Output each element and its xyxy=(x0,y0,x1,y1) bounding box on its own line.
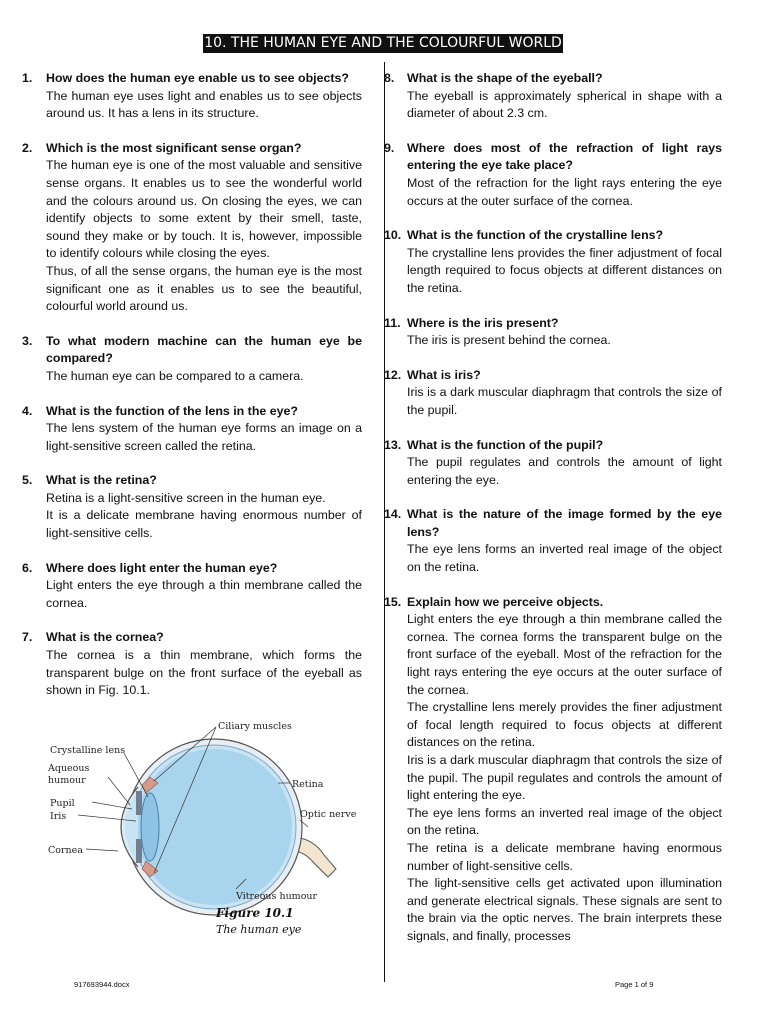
qa-item xyxy=(22,629,362,699)
qa-item xyxy=(384,140,722,210)
label-retina: Retina xyxy=(292,778,324,790)
iris-upper-shape xyxy=(136,791,142,815)
question-number: 6. xyxy=(22,560,33,575)
question-text: What is the function of the crystalline lens? xyxy=(407,228,664,243)
question-text: What is the nature of the image formed by the eye lens? xyxy=(407,507,722,539)
figure-caption-title: Figure 10.1 xyxy=(216,905,294,920)
label-humour: humour xyxy=(48,774,86,786)
qa-item xyxy=(22,70,362,123)
question-number: 10. xyxy=(384,228,402,243)
question-number: 1. xyxy=(22,71,33,85)
answer-text: The retina is a delicate membrane having enormous number of light-sensitive cells. xyxy=(407,840,722,873)
question-number: 8. xyxy=(384,71,395,85)
label-aqueous: Aqueous xyxy=(48,762,90,774)
footer-filename: 917693944.docx xyxy=(74,980,130,989)
question-number: 7. xyxy=(22,630,33,645)
answer-text: Light enters the eye through a thin membrane called the cornea. xyxy=(46,578,362,610)
question-number: 9. xyxy=(384,140,395,155)
question-text: Where is the iris present? xyxy=(407,315,559,330)
qa-item xyxy=(22,403,362,456)
question-number: 12. xyxy=(384,367,402,382)
answer-text: The human eye can be compared to a camera. xyxy=(46,368,304,383)
question-text: What is the cornea? xyxy=(46,630,164,645)
figure-caption-subtitle: The human eye xyxy=(216,922,302,936)
question-number: 15. xyxy=(384,594,402,609)
iris-lower-shape xyxy=(136,839,142,863)
qa-item xyxy=(22,333,362,386)
question-text: Where does light enter the human eye? xyxy=(46,560,278,575)
answer-text: Retina is a light-sensitive screen in the human eye. xyxy=(46,490,326,505)
answer-text: The eyeball is approximately spherical in shape with a diameter of about 2.3 cm. xyxy=(407,88,722,121)
page-title: 10. THE HUMAN EYE AND THE COLOURFUL WORLD xyxy=(204,35,562,51)
label-iris: Iris xyxy=(50,810,67,822)
question-text: What is the retina? xyxy=(46,473,157,488)
question-number: 3. xyxy=(22,333,33,348)
left-column xyxy=(22,70,362,939)
label-vitreous-humour: Vitreous humour xyxy=(236,890,318,902)
answer-text: The lens system of the human eye forms an image on a light-sensitive screen called the retina. xyxy=(46,421,362,453)
question-text: How does the human eye enable us to see objects? xyxy=(46,71,349,85)
answer-text: Thus, of all the sense organs, the human eye is the most significant one as it enables us to see the beautiful, colourful world around us. xyxy=(46,263,362,314)
answer-text: The pupil regulates and controls the amount of light entering the eye. xyxy=(407,455,722,487)
qa-item xyxy=(384,594,722,946)
answer-text: The iris is present behind the cornea. xyxy=(407,333,611,348)
question-text: Where does most of the refraction of light rays entering the eye take place? xyxy=(407,140,722,173)
question-number: 5. xyxy=(22,473,33,488)
answer-text: The human eye is one of the most valuable and sensitive sense organs. It enables us to see the wonderful world and the colours around us. On closing the eyes, we can identify objects to some extent by their smell, taste, sound they make or by touch. It is, however, impossible to identify colours while closing the eyes. xyxy=(46,158,362,261)
answer-text: The cornea is a thin membrane, which forms the transparent bulge on the front surface of the eyeball as shown in Fig. 10.1. xyxy=(46,648,362,698)
answer-text: The eye lens forms an inverted real image of the object on the retina. xyxy=(407,805,722,838)
qa-item xyxy=(384,437,722,490)
footer-page-number: Page 1 of 9 xyxy=(615,980,654,989)
answer-text: The crystalline lens provides the finer adjustment of focal length required to focus objects at different distances on the retina. xyxy=(407,245,722,295)
eye-diagram xyxy=(46,717,357,939)
label-cornea: Cornea xyxy=(48,844,83,856)
answer-text: The crystalline lens merely provides the finer adjustment of focal length required to focus objects at different distances on the retina. xyxy=(407,700,722,750)
answer-text: The light-sensitive cells get activated upon illumination and generate electrical signals. These signals are sent to the brain via the optic nerves. The brain interprets these signals, and finally, processes xyxy=(407,876,722,943)
label-optic-nerve: Optic nerve xyxy=(300,808,357,820)
lens-shape xyxy=(141,793,159,861)
question-number: 4. xyxy=(22,403,33,418)
answer-text: The eye lens forms an inverted real image of the object on the retina. xyxy=(407,542,722,575)
question-text: What is the shape of the eyeball? xyxy=(407,71,603,85)
question-number: 2. xyxy=(22,140,33,155)
question-text: What is the function of the lens in the eye? xyxy=(46,403,298,418)
label-ciliary-muscles: Ciliary muscles xyxy=(218,720,292,732)
question-text: Explain how we perceive objects. xyxy=(407,594,604,609)
label-pupil: Pupil xyxy=(50,797,75,809)
qa-item xyxy=(22,560,362,613)
question-text: What is the function of the pupil? xyxy=(407,437,604,452)
answer-text: Light enters the eye through a thin membrane called the cornea. The cornea forms the transparent bulge on the front surface of the eyeball. Most of the refraction for the light rays entering the eye occurs at the outer surface of the cornea. xyxy=(407,612,722,697)
label-crystalline-lens: Crystalline lens xyxy=(50,744,126,756)
question-text: What is iris? xyxy=(407,367,481,382)
qa-item xyxy=(22,472,362,542)
qa-item xyxy=(384,367,722,420)
question-number: 14. xyxy=(384,507,402,522)
question-text: To what modern machine can the human eye be compared? xyxy=(46,333,362,366)
question-number: 13. xyxy=(384,437,402,452)
question-text: Which is the most significant sense organ? xyxy=(46,140,302,155)
answer-text: Most of the refraction for the light rays entering the eye occurs at the outer surface of the cornea. xyxy=(407,175,722,208)
qa-item xyxy=(384,315,722,350)
qa-item xyxy=(384,70,722,123)
qa-item xyxy=(22,140,362,316)
answer-text: Iris is a dark muscular diaphragm that controls the size of the pupil. xyxy=(407,385,722,417)
answer-text: Iris is a dark muscular diaphragm that controls the size of the pupil. The pupil regulates and controls the amount of light entering the eye. xyxy=(407,753,722,803)
answer-text: It is a delicate membrane having enormous number of light-sensitive cells. xyxy=(46,508,362,541)
right-column xyxy=(384,70,722,963)
qa-item xyxy=(384,506,722,576)
answer-text: The human eye uses light and enables us to see objects around us. It has a lens in its structure. xyxy=(46,88,362,121)
qa-item xyxy=(384,227,722,297)
question-number: 11. xyxy=(384,315,401,330)
figure-human-eye xyxy=(46,717,357,939)
